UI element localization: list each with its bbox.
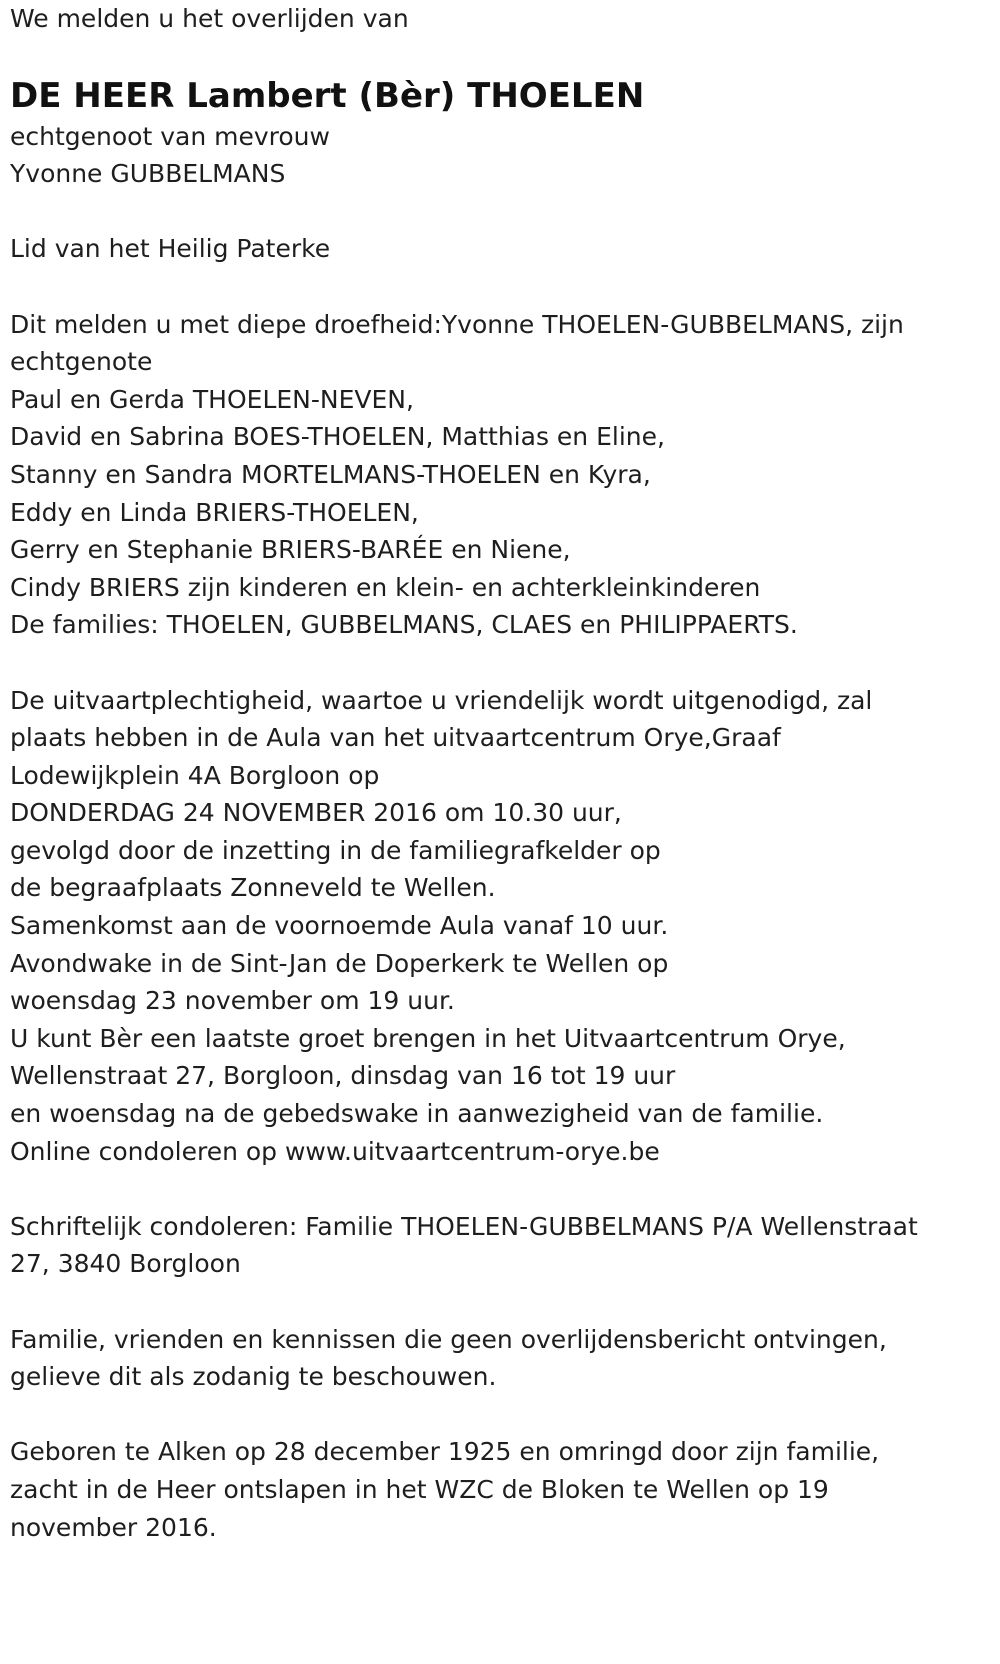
mourners-line: Gerry en Stephanie BRIERS-BARÉE en Niene, xyxy=(10,535,571,565)
funeral-line: Wellenstraat 27, Borgloon, dinsdag van 16 tot 19 uur xyxy=(10,1061,676,1091)
funeral-line: Samenkomst aan de voornoemde Aula vanaf 10 uur. xyxy=(10,911,669,941)
birth-death-section xyxy=(10,1433,990,1546)
birth-death-line: zacht in de Heer ontslapen in het WZC de Bloken te Wellen op 19 xyxy=(10,1474,829,1504)
funeral-line: U kunt Bèr een laatste groet brengen in het Uitvaartcentrum Orye, xyxy=(10,1023,846,1053)
no-notice-line: gelieve dit als zodanig te beschouwen. xyxy=(10,1362,497,1392)
mourners-line: Stanny en Sandra MORTELMANS-THOELEN en Kyra, xyxy=(10,459,651,489)
funeral-line: woensdag 23 november om 19 uur. xyxy=(10,986,455,1016)
mourners-line: Dit melden u met diepe droefheid:Yvonne THOELEN-GUBBELMANS, zijn xyxy=(10,309,904,339)
mourners-line: De families: THOELEN, GUBBELMANS, CLAES en PHILIPPAERTS. xyxy=(10,610,798,640)
funeral-line: gevolgd door de inzetting in de familiegrafkelder op xyxy=(10,835,661,865)
funeral-section xyxy=(10,682,990,1171)
death-notice xyxy=(10,0,990,1546)
no-notice-line: Familie, vrienden en kennissen die geen overlijdensbericht ontvingen, xyxy=(10,1324,887,1354)
spouse-section xyxy=(10,118,990,193)
mourners-line: David en Sabrina BOES-THOELEN, Matthias en Eline, xyxy=(10,422,665,452)
membership-section xyxy=(10,230,990,268)
spouse-line: Yvonne GUBBELMANS xyxy=(10,159,286,189)
written-condolences-line: Schriftelijk condoleren: Familie THOELEN-GUBBELMANS P/A Wellenstraat xyxy=(10,1211,918,1241)
intro-text: We melden u het overlijden van xyxy=(10,4,409,33)
mourners-line: Cindy BRIERS zijn kinderen en klein- en achterkleinkinderen xyxy=(10,572,761,602)
mourners-line: Paul en Gerda THOELEN-NEVEN, xyxy=(10,384,414,414)
funeral-line: plaats hebben in de Aula van het uitvaartcentrum Orye,Graaf xyxy=(10,723,781,753)
spouse-line: echtgenoot van mevrouw xyxy=(10,121,330,151)
funeral-line: Online condoleren op www.uitvaartcentrum-orye.be xyxy=(10,1136,660,1166)
funeral-line: DONDERDAG 24 NOVEMBER 2016 om 10.30 uur, xyxy=(10,798,622,828)
mourners-line: echtgenote xyxy=(10,347,153,377)
funeral-line: Lodewijkplein 4A Borgloon op xyxy=(10,760,380,790)
written-condolences-section xyxy=(10,1208,990,1283)
mourners-section xyxy=(10,306,990,644)
birth-death-line: november 2016. xyxy=(10,1512,217,1542)
funeral-line: de begraafplaats Zonneveld te Wellen. xyxy=(10,873,496,903)
written-condolences-line: 27, 3840 Borgloon xyxy=(10,1249,241,1279)
funeral-line: Avondwake in de Sint-Jan de Doperkerk te Wellen op xyxy=(10,948,669,978)
mourners-line: Eddy en Linda BRIERS-THOELEN, xyxy=(10,497,419,527)
no-notice-section xyxy=(10,1321,990,1396)
funeral-line: De uitvaartplechtigheid, waartoe u vriendelijk wordt uitgenodigd, zal xyxy=(10,685,873,715)
deceased-name: DE HEER Lambert (Bèr) THOELEN xyxy=(10,75,645,116)
membership-text: Lid van het Heilig Paterke xyxy=(10,234,331,264)
birth-death-line: Geboren te Alken op 28 december 1925 en omringd door zijn familie, xyxy=(10,1437,880,1467)
funeral-line: en woensdag na de gebedswake in aanwezigheid van de familie. xyxy=(10,1099,824,1129)
